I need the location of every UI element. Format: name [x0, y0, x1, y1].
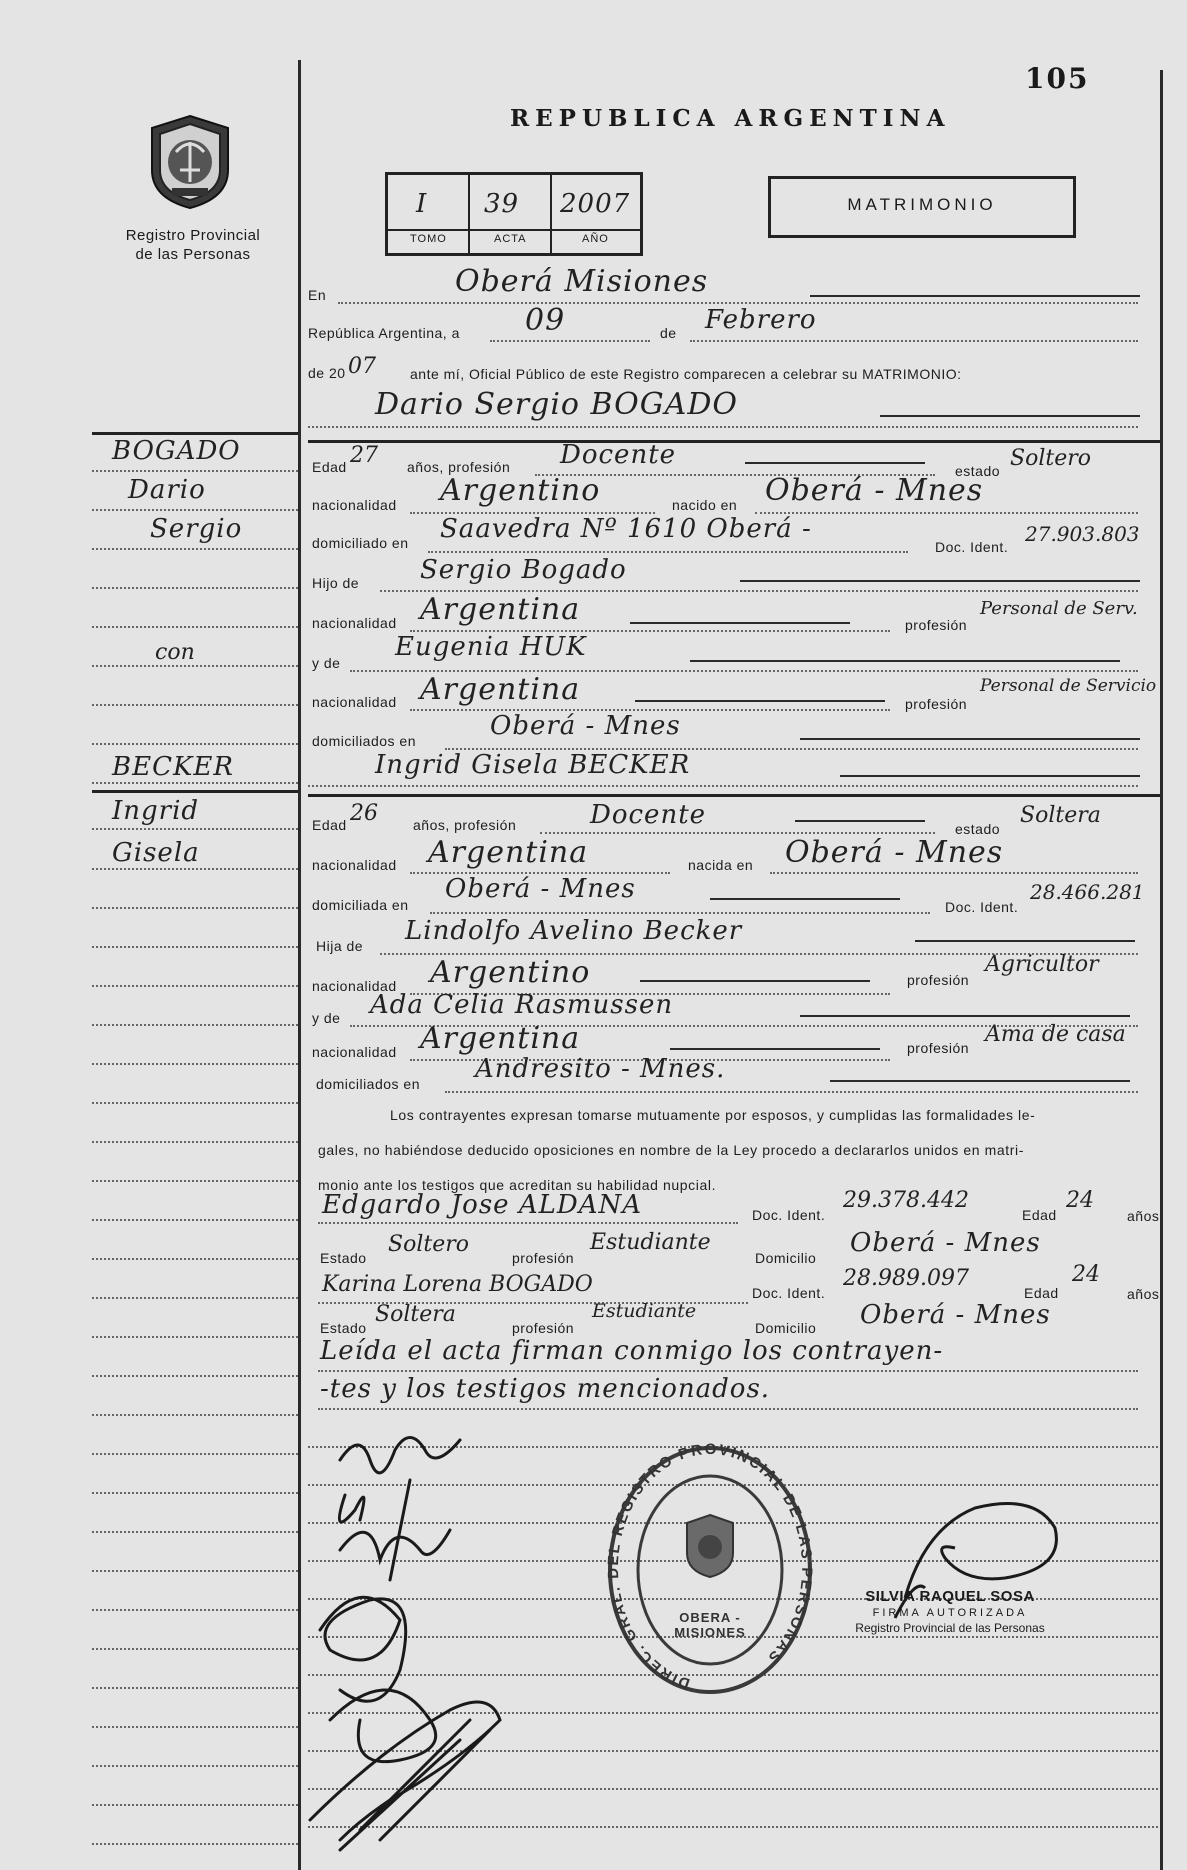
record-type-box	[768, 176, 1076, 238]
groom-nac-label: nacionalidad	[312, 497, 397, 513]
record-number-box	[385, 172, 643, 256]
groom-padre-prof-label: profesión	[905, 617, 968, 633]
witness1-profesion-label: profesión	[512, 1250, 575, 1266]
margin-rule-1	[92, 432, 298, 435]
republica-label: República Argentina, a	[308, 325, 460, 341]
bride-anos-label: años, profesión	[413, 817, 517, 833]
witness2-estado-label: Estado	[320, 1320, 367, 1336]
groom-domicilio: Saavedra Nº 1610 Oberá -	[440, 514, 812, 544]
bride-padre-nac: Argentino	[430, 955, 591, 990]
witness2-edad: 24	[1072, 1262, 1100, 1287]
margin-ruled-line	[92, 1492, 298, 1494]
witness2-profesion-label: profesión	[512, 1320, 575, 1336]
margin-groom-name2: Sergio	[150, 514, 243, 544]
margin-ruled-line	[92, 1141, 298, 1143]
margin-rule-2	[92, 790, 298, 793]
witness2-name: Karina Lorena BOGADO	[322, 1272, 593, 1297]
witness1-name: Edgardo Jose ALDANA	[322, 1190, 643, 1220]
witness2-domicilio: Oberá - Mnes	[860, 1300, 1051, 1330]
declaration-line2: gales, no habiéndose deducido oposiciones en nombre de la Ley procedo a declararlos unidos en matri-	[318, 1142, 1024, 1158]
groom-anos-label: años, profesión	[407, 459, 511, 475]
witness2-estado: Soltera	[375, 1302, 456, 1327]
groom-padre-prof: Personal de Serv.	[980, 598, 1138, 619]
bride-edad: 26	[350, 801, 378, 826]
bride-nacida-label: nacida en	[688, 857, 754, 873]
registry-line2: de las Personas	[135, 246, 251, 263]
stamp-center-text: OBERA - MISIONES	[674, 1610, 746, 1640]
tomo-value: I	[416, 189, 428, 219]
groom-padre-nac: Argentina	[420, 592, 581, 627]
margin-ruled-line	[92, 1726, 298, 1728]
witness1-edad-label: Edad	[1022, 1207, 1057, 1223]
margin-ruled-line	[92, 1102, 298, 1104]
margin-ruled-line	[92, 1258, 298, 1260]
groom-padre: Sergio Bogado	[420, 555, 627, 585]
right-margin-line	[1160, 70, 1163, 1870]
declaration	[318, 1098, 1158, 1203]
closing-line2: -tes y los testigos mencionados.	[320, 1374, 771, 1404]
year-suffix: 07	[348, 354, 376, 379]
witness1-doc: 29.378.442	[843, 1188, 969, 1213]
witness2-profesion: Estudiante	[592, 1300, 697, 1322]
acta-label: ACTA	[494, 233, 527, 245]
bride-doc: 28.466.281	[1030, 880, 1145, 904]
country-title: REPUBLICA ARGENTINA	[510, 105, 951, 132]
groom-profesion: Docente	[560, 440, 677, 470]
bride-madre-prof: Ama de casa	[985, 1022, 1126, 1047]
witness1-anos: años	[1127, 1208, 1160, 1224]
witness2-doc-label: Doc. Ident.	[752, 1285, 826, 1301]
margin-ruled-line	[92, 1024, 298, 1026]
bride-nacionalidad: Argentina	[428, 835, 589, 870]
groom-padres-dom: Oberá - Mnes	[490, 711, 681, 741]
en-label: En	[308, 287, 327, 303]
anio-value: 2007	[560, 189, 631, 219]
bride-nacida: Oberá - Mnes	[785, 835, 1004, 870]
witness1-domicilio: Oberá - Mnes	[850, 1228, 1041, 1258]
bride-nac-label: nacionalidad	[312, 857, 397, 873]
groom-full-name: Dario Sergio BOGADO	[375, 387, 738, 422]
anio-label: AÑO	[582, 233, 609, 245]
bride-estado-label: estado	[955, 821, 1001, 837]
official-name: SILVIA RAQUEL SOSA	[865, 1588, 1035, 1605]
bride-padre-prof: Agricultor	[985, 952, 1099, 977]
witness1-edad: 24	[1066, 1188, 1094, 1213]
margin-ruled-line	[92, 1804, 298, 1806]
margin-ruled-line	[92, 1765, 298, 1767]
groom-madre: Eugenia HUK	[395, 632, 587, 662]
bride-yde-label: y de	[312, 1010, 341, 1026]
groom-doc: 27.903.803	[1025, 522, 1140, 546]
margin-ruled-line	[92, 1219, 298, 1221]
witness2-doc: 28.989.097	[843, 1266, 969, 1291]
margin-ruled-line	[92, 1063, 298, 1065]
bride-padres-dom: Andresito - Mnes.	[475, 1054, 726, 1084]
margin-ruled-line	[92, 1414, 298, 1416]
stamp-ring-text: DIREC. GRAL. DEL REGISTRO PROVINCIAL DE LAS PERSONAS	[605, 1440, 815, 1692]
bride-full-name: Ingrid Gisela BECKER	[375, 750, 691, 780]
de-label: de	[660, 325, 677, 341]
margin-ruled-line	[92, 1570, 298, 1572]
margin-groom-surname: BOGADO	[112, 436, 241, 466]
margin-ruled-line	[92, 946, 298, 948]
groom-nacionalidad: Argentino	[440, 473, 601, 508]
margin-ruled-line	[92, 1453, 298, 1455]
bride-domicilio: Oberá - Mnes	[445, 874, 636, 904]
bride-edad-label: Edad	[312, 817, 347, 833]
place-value: Oberá Misiones	[455, 264, 709, 299]
margin-ruled-line	[92, 1375, 298, 1377]
groom-doc-label: Doc. Ident.	[935, 539, 1009, 555]
month-value: Febrero	[705, 305, 817, 335]
groom-estado: Soltero	[1010, 446, 1091, 471]
margin-con: con	[155, 640, 195, 665]
bride-section-rule	[308, 794, 1160, 797]
registry-emblem	[140, 112, 240, 212]
bride-estado: Soltera	[1020, 803, 1101, 828]
witness1-estado-label: Estado	[320, 1250, 367, 1266]
registry-name	[108, 226, 278, 264]
groom-edad: 27	[350, 443, 378, 468]
groom-dom-label: domiciliado en	[312, 535, 409, 551]
year-prefix: de 20	[308, 365, 346, 381]
margin-bride-name1: Ingrid	[112, 796, 200, 826]
bride-hija-label: Hija de	[316, 938, 364, 954]
day-value: 09	[525, 303, 566, 338]
bride-padre-nac-label: nacionalidad	[312, 978, 397, 994]
witness2-edad-label: Edad	[1024, 1285, 1059, 1301]
groom-hijo-label: Hijo de	[312, 575, 360, 591]
witness1-domicilio-label: Domicilio	[755, 1250, 817, 1266]
groom-section-rule	[308, 440, 1160, 443]
bride-dom-label: domiciliada en	[312, 897, 409, 913]
ante-text: ante mí, Oficial Público de este Registro comparecen a celebrar su MATRIMONIO:	[410, 366, 962, 382]
closing-line1: Leída el acta firman conmigo los contrayen-	[320, 1336, 944, 1366]
bride-madre-nac-label: nacionalidad	[312, 1044, 397, 1060]
official-stamp	[605, 1440, 815, 1700]
official-title: FIRMA AUTORIZADA	[872, 1607, 1028, 1619]
bride-madre-prof-label: profesión	[907, 1040, 970, 1056]
bride-padre-prof-label: profesión	[907, 972, 970, 988]
signatures-scribbles	[300, 1420, 550, 1860]
groom-nacido: Oberá - Mnes	[765, 473, 984, 508]
groom-madre-nac: Argentina	[420, 672, 581, 707]
margin-bride-surname: BECKER	[112, 752, 234, 782]
witness1-doc-label: Doc. Ident.	[752, 1207, 826, 1223]
declaration-line1: Los contrayentes expresan tomarse mutuamente por esposos, y cumplidas las formalidades le-	[390, 1107, 1036, 1123]
official-org: Registro Provincial de las Personas	[855, 1621, 1045, 1635]
page-number: 105	[1025, 62, 1090, 95]
groom-edad-label: Edad	[312, 459, 347, 475]
groom-yde-label: y de	[312, 655, 341, 671]
margin-ruled-line	[92, 1687, 298, 1689]
official-block	[830, 1588, 1070, 1635]
margin-ruled-line	[92, 1180, 298, 1182]
margin-ruled-line	[92, 907, 298, 909]
witness2-anos: años	[1127, 1286, 1160, 1302]
bride-madre-nac: Argentina	[420, 1021, 581, 1056]
margin-ruled-line	[92, 1336, 298, 1338]
margin-ruled-line	[92, 1297, 298, 1299]
witness2-domicilio-label: Domicilio	[755, 1320, 817, 1336]
bride-padre: Lindolfo Avelino Becker	[405, 916, 743, 946]
declaration-line3: monio ante los testigos que acreditan su habilidad nupcial.	[318, 1177, 717, 1193]
margin-bride-name2: Gisela	[112, 838, 200, 868]
groom-madre-prof: Personal de Servicio	[980, 676, 1157, 696]
margin-groom-name1: Dario	[128, 475, 206, 505]
margin-ruled-line	[92, 985, 298, 987]
margin-ruled-line	[92, 1648, 298, 1650]
margin-ruled-line	[92, 1531, 298, 1533]
groom-padres-dom-label: domiciliados en	[312, 733, 416, 749]
bride-profesion: Docente	[590, 800, 707, 830]
registry-line1: Registro Provincial	[125, 227, 261, 244]
groom-madre-prof-label: profesión	[905, 696, 968, 712]
groom-madre-nac-label: nacionalidad	[312, 694, 397, 710]
bride-padres-dom-label: domiciliados en	[316, 1076, 420, 1092]
record-type: MATRIMONIO	[847, 195, 997, 214]
witness1-estado: Soltero	[388, 1232, 469, 1257]
groom-nacido-label: nacido en	[672, 497, 738, 513]
bride-madre: Ada Celia Rasmussen	[370, 990, 674, 1020]
acta-value: 39	[484, 189, 520, 219]
witness1-profesion: Estudiante	[590, 1230, 711, 1255]
tomo-label: TOMO	[410, 233, 447, 245]
groom-padre-nac-label: nacionalidad	[312, 615, 397, 631]
bride-doc-label: Doc. Ident.	[945, 899, 1019, 915]
groom-estado-label: estado	[955, 463, 1001, 479]
margin-ruled-line	[92, 1609, 298, 1611]
margin-ruled-line	[92, 1843, 298, 1845]
